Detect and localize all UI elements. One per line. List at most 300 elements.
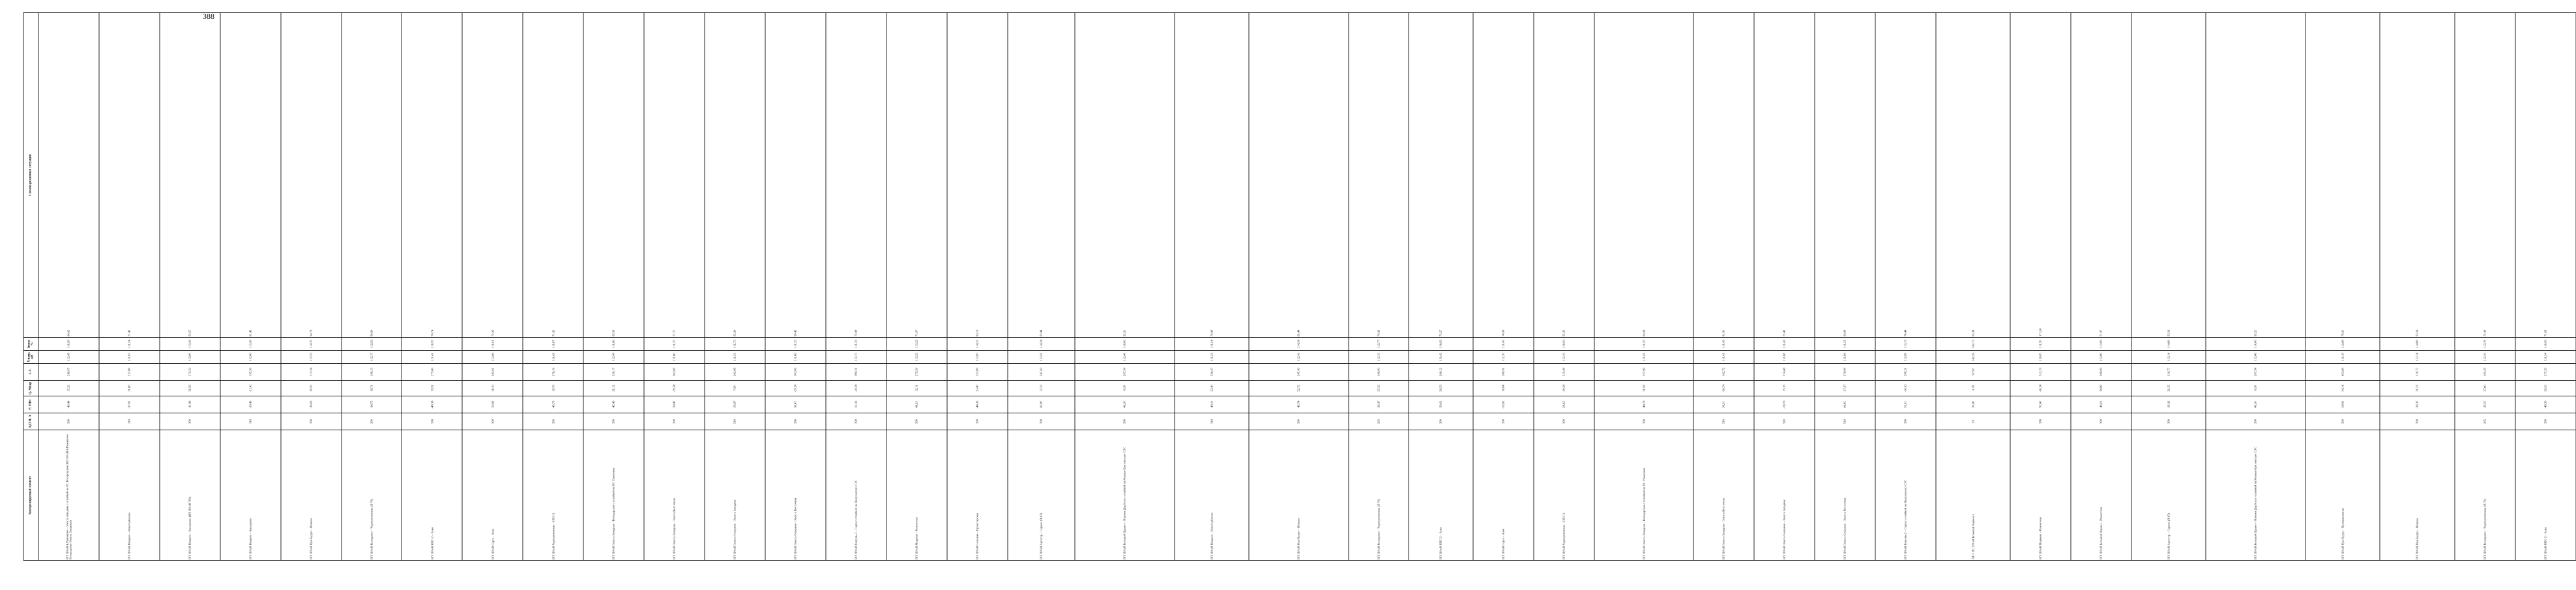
table-row <box>1249 13 1348 561</box>
table-cell: 111,33 <box>826 338 886 351</box>
table-cell: -45,49 <box>38 396 99 413</box>
table-cell: 54,70 <box>281 13 342 338</box>
table-cell: -50,47 <box>644 396 705 413</box>
table-cell: 112,92 <box>342 338 402 351</box>
table-cell: 111,19 <box>2305 351 2380 364</box>
table-cell: 249,67 <box>38 364 99 381</box>
table-cell: -28,74 <box>1693 381 1754 396</box>
table-row <box>523 13 583 561</box>
table-cell: 196,93 <box>1349 364 1409 381</box>
table-cell: 111,25 <box>1594 338 1693 351</box>
table-cell: 7,58 <box>705 381 765 396</box>
table-cell: 71,09 <box>2515 13 2576 338</box>
table-cell: -29,50 <box>644 381 705 396</box>
table-cell: 111,87 <box>523 338 583 351</box>
table-cell: 390 <box>160 413 220 430</box>
table-cell: ВЛ 110 кВ Нуж-Бурун – Южная <box>2380 430 2455 561</box>
table-cell: 112,41 <box>1008 351 1076 364</box>
table-cell: -26,45 <box>220 396 281 413</box>
table-cell: 63,44 <box>1008 13 1076 338</box>
table-cell: 390 <box>2010 413 2071 430</box>
table-cell: ВЛ 110 кВ Электа Северная – Электа Западная <box>1754 430 1815 561</box>
table-cell: 110,63 <box>1534 338 1594 351</box>
table-cell: 111,41 <box>402 351 462 364</box>
table-cell: 113,38 <box>160 338 220 351</box>
table-cell: 278,18 <box>523 364 583 381</box>
table-cell: ВЛ 110 кВ Якшунь-2 – Сарга с отпайкой на Якшуньскую СЭС <box>1875 430 1936 561</box>
table-cell: -70,70 <box>1754 396 1815 413</box>
table-cell: 65,38 <box>1936 13 2011 338</box>
table-cell: 18,64 <box>1473 381 1534 396</box>
table-cell: 216,77 <box>2380 364 2455 381</box>
table-cell: 207,54 <box>1075 364 1174 381</box>
table-cell: 63,44 <box>1249 13 1348 338</box>
table-cell: 303,06 <box>644 364 705 381</box>
table-cell: 64,02 <box>38 13 99 338</box>
table-cell: 213,34 <box>281 364 342 381</box>
table-cell: 111,73 <box>705 338 765 351</box>
table-cell: 65,10 <box>947 13 1008 338</box>
table-cell: 111,43 <box>1754 338 1815 351</box>
table-row <box>1008 13 1076 561</box>
table-cell: -1,70 <box>1936 381 2011 396</box>
table-cell: 275,86 <box>402 364 462 381</box>
table-cell: 71,41 <box>99 13 160 338</box>
table-cell: 112,14 <box>2131 351 2206 364</box>
table-cell: -18,59 <box>826 381 886 396</box>
table-cell: 247,43 <box>1249 364 1348 381</box>
table-cell: 390 <box>1075 413 1174 430</box>
table-cell: 510 <box>1754 413 1815 430</box>
table-cell: -36,03 <box>281 396 342 413</box>
table-cell: 61,42 <box>220 13 281 338</box>
table-cell: ВЛ 110 кВ Большой Царьон – Ремонтная <box>2071 430 2131 561</box>
table-cell: 111,80 <box>644 351 705 364</box>
table-cell: 77,71 <box>644 13 705 338</box>
table-row <box>1409 13 1472 561</box>
table-row <box>826 13 886 561</box>
table-cell: 55,58 <box>2131 13 2206 338</box>
table-cell: 112,52 <box>281 351 342 364</box>
table-cell: 112,49 <box>583 351 644 364</box>
table-cell: 513,19 <box>2010 364 2071 381</box>
table-cell: 151 <box>1936 413 2011 430</box>
table-cell: 19,76 <box>523 381 583 396</box>
table-cell: 277,29 <box>2515 364 2576 381</box>
table-cell: -18,63 <box>1875 381 1936 396</box>
table-cell: 52,91 <box>1875 396 1936 413</box>
table-cell: 238,47 <box>1175 364 1250 381</box>
table-cell: 114,37 <box>947 338 1008 351</box>
table-row <box>2071 13 2131 561</box>
table-cell: 111,54 <box>99 338 160 351</box>
table-cell: 111,23 <box>1175 351 1250 364</box>
table-cell: 112,10 <box>2455 351 2515 364</box>
table-cell: 265 <box>2455 413 2515 430</box>
table-cell: 111,43 <box>1594 351 1693 364</box>
table-cell: 20,53 <box>1409 381 1472 396</box>
table-cell: 390 <box>1409 413 1472 430</box>
table-row <box>1175 13 1250 561</box>
table-cell: -21,41 <box>220 381 281 396</box>
table-cell: 403,89 <box>2305 364 2380 381</box>
table-cell: 19,91 <box>402 381 462 396</box>
table-cell: 111,42 <box>1473 338 1534 351</box>
table-cell: 70,74 <box>402 13 462 338</box>
table-cell: 114,09 <box>2131 338 2206 351</box>
table-cell: 113,69 <box>2071 338 2131 351</box>
table-cell: 110,63 <box>2515 338 2576 351</box>
table-cell: ВЛ 110 кВ Сельская – Пролетарская <box>947 430 1008 561</box>
table-cell: 113,17 <box>1875 338 1936 351</box>
table-cell: 27,00 <box>2455 381 2515 396</box>
table-row <box>886 13 947 561</box>
table-cell: 112,41 <box>1249 351 1348 364</box>
table-cell: 216,77 <box>2131 364 2206 381</box>
table-row <box>1875 13 1936 561</box>
table-cell: 182,72 <box>1693 364 1754 381</box>
table-row <box>1815 13 1875 561</box>
table-cell: 172,22 <box>160 364 220 381</box>
table-cell: ВЛ 110 кВ Б.Рыжиково – Электа Западная с отпайкой на ПС Богородская (ВЛ 110 кВ Б.Рыжиково-Богородская-Электа Западная) <box>38 430 99 561</box>
table-cell: 111,08 <box>1815 351 1875 364</box>
data-table <box>23 12 2576 561</box>
table-cell: 390 <box>1875 413 1936 430</box>
table-cell: 23,40 <box>947 381 1008 396</box>
table-cell: 112,48 <box>2206 351 2305 364</box>
table-cell: 21,23 <box>2380 381 2455 396</box>
table-row <box>220 13 281 561</box>
table-cell: 18,10 <box>462 381 523 396</box>
table-cell: 215,48 <box>1534 364 1594 381</box>
table-cell: -49,50 <box>2515 396 2576 413</box>
table-cell: 22,72 <box>1249 381 1348 396</box>
table-cell: 247,43 <box>1008 364 1076 381</box>
table-cell: 111,50 <box>2010 338 2071 351</box>
table-cell: 72,26 <box>462 13 523 338</box>
table-cell: 112,17 <box>342 351 402 364</box>
table-cell: 390 <box>402 413 462 430</box>
table-cell: ВЛ 110 кВ Арситур – Сарыск (Л-87) <box>1008 430 1076 561</box>
table-cell: 256,17 <box>583 364 644 381</box>
table-cell: 318 <box>99 413 160 430</box>
table-cell: -30,38 <box>2010 381 2071 396</box>
table-cell: -49,38 <box>402 396 462 413</box>
table-cell: 110,05 <box>2010 351 2071 364</box>
table-cell: 290,31 <box>826 364 886 381</box>
table-cell: ВЛ 110 кВ Черноречинская – НПС-2 <box>523 430 583 561</box>
table-cell: ВЛ 110 кВ Электа Северная – Электа Восточная <box>765 430 826 561</box>
table-cell: ВЛ 110 кВ НПС-2 – Азия <box>402 430 462 561</box>
table-cell: 72,28 <box>2455 13 2515 338</box>
table-cell: 21,58 <box>1594 381 1693 396</box>
table-cell: 21,25 <box>2131 381 2206 396</box>
table-cell: 26,56 <box>281 381 342 396</box>
table-cell: ВЛ 110 кВ Нуж-Бурун – Южная <box>1249 430 1348 561</box>
table-cell: 111,34 <box>2515 351 2576 364</box>
table-cell: 112,48 <box>1075 351 1174 364</box>
table-cell: 43,89 <box>1008 396 1076 413</box>
table-cell: 74,99 <box>1175 13 1250 338</box>
table-row <box>1754 13 1815 561</box>
table-cell: 207,54 <box>2206 364 2305 381</box>
table-row <box>2131 13 2206 561</box>
table-row <box>1693 13 1754 561</box>
table-row <box>1473 13 1534 561</box>
table-cell: -42,74 <box>1249 396 1348 413</box>
table-cell: 390 <box>2305 413 2380 430</box>
table-cell: 59,42 <box>765 13 826 338</box>
table-row <box>765 13 826 561</box>
table-cell: 390 <box>1249 413 1348 430</box>
table-cell: 20,26 <box>2515 381 2576 396</box>
table-cell: ВЛ 110 кВ Ивацево – Новогорбатова <box>1175 430 1250 561</box>
table-cell: 390 <box>583 413 644 430</box>
table-cell: ВЛ 110 кВ Марьино – Ремонтная <box>2010 430 2071 561</box>
table-cell: -50,61 <box>1409 396 1472 413</box>
table-cell: -29,26 <box>1534 381 1594 396</box>
table-cell: 55,58 <box>2380 13 2455 338</box>
table-cell: ВЛ 110 кВ Большой Царьон – Нижнее Дарбуха с отпайкой на Мамаев-Бритинскую СЭС <box>1075 430 1174 561</box>
table-cell: ВЛ 110 кВ Марьино – Ремонтная <box>886 430 947 561</box>
table-cell: 73,43 <box>1754 13 1815 338</box>
table-cell: 71,97 <box>2071 13 2131 338</box>
table-cell: 191,55 <box>2455 364 2515 381</box>
table-cell: 257,96 <box>1594 364 1693 381</box>
table-row <box>402 13 462 561</box>
table-cell: -53,91 <box>1473 396 1534 413</box>
table-row <box>705 13 765 561</box>
table-cell: 114,76 <box>281 338 342 351</box>
table-cell: 55,25 <box>1534 13 1594 338</box>
column-header: Q, Мвар <box>23 381 38 396</box>
table-cell: 50,47 <box>765 396 826 413</box>
table-cell: 113,22 <box>886 338 947 351</box>
table-cell: 55,29 <box>705 13 765 338</box>
table-cell: 112,17 <box>826 351 886 364</box>
table-cell: 113,38 <box>220 338 281 351</box>
table-cell: 116,97 <box>402 338 462 351</box>
table-cell: 111,54 <box>1175 338 1250 351</box>
table-cell: 390 <box>2131 413 2206 430</box>
table-cell: 74,08 <box>1473 13 1534 338</box>
table-row <box>99 13 160 561</box>
table-cell: ВЛ 110 кВ Электа Северная – Электа Восточная <box>1815 430 1875 561</box>
table-cell: 116,06 <box>2206 338 2305 351</box>
table-cell: 28,89 <box>2071 381 2131 396</box>
table-cell: ВЛ 110 кВ Ивацево – Бакшаково (ВЛ 110 кВ 783) <box>160 430 220 561</box>
table-cell: 112,08 <box>462 351 523 364</box>
table-cell: 111,08 <box>583 338 644 351</box>
table-cell: 112,86 <box>220 351 281 364</box>
table-cell: -69,91 <box>2305 396 2380 413</box>
table-cell: ВЛ 110 кВ Ивацево – Новогорбатова <box>99 430 160 561</box>
table-cell: 71,07 <box>886 13 947 338</box>
table-cell: 510 <box>705 413 765 430</box>
table-cell: 66,04 <box>1594 13 1693 338</box>
table-cell: 74,32 <box>1349 13 1409 338</box>
table-cell: 54,89 <box>1815 13 1875 338</box>
table-cell: 374,48 <box>1754 364 1815 381</box>
table-cell: ВЛ 110 кВ Электа Западная – Электа Восточная <box>1693 430 1754 561</box>
table-row <box>644 13 705 561</box>
column-header: Uнагр, кВ <box>23 351 38 364</box>
table-cell: -26,37 <box>1349 396 1409 413</box>
table-cell: 281,98 <box>705 364 765 381</box>
table-cell: 281,81 <box>462 364 523 381</box>
table-cell: 116,06 <box>1075 338 1174 351</box>
table-row <box>281 13 342 561</box>
table-cell: 390 <box>2206 413 2305 430</box>
table-row <box>2010 13 2071 561</box>
table-row <box>2515 13 2576 561</box>
table-cell: 21,12 <box>583 381 644 396</box>
table-cell: 111,33 <box>705 351 765 364</box>
table-row <box>583 13 644 561</box>
table-cell: 278,96 <box>1815 364 1875 381</box>
table-cell: 65,58 <box>583 13 644 338</box>
column-header: АДТН, А <box>23 413 38 430</box>
table-cell: 111,43 <box>523 351 583 364</box>
table-cell: -36,37 <box>2380 396 2455 413</box>
table-cell: АТ-2 ПС 220 кВ Большой Царьон-1 <box>1936 430 2011 561</box>
table-cell: -27,67 <box>1815 381 1875 396</box>
table-cell: -45,73 <box>523 396 583 413</box>
table-cell: 27,32 <box>1349 381 1409 396</box>
table-cell: 112,09 <box>1875 351 1936 364</box>
table-cell: 18,71 <box>342 381 402 396</box>
table-row <box>342 13 402 561</box>
table-cell: 30,31 <box>1693 396 1754 413</box>
table-cell: -44,79 <box>1594 396 1693 413</box>
table-cell: 97,93 <box>1936 364 2011 381</box>
table-cell: 275,20 <box>886 364 947 381</box>
table-cell: ВЛ 110 кВ Электа Западная – Володарская с отпайкой на ПС Ульяновка <box>1594 430 1693 561</box>
table-header <box>23 13 38 561</box>
table-cell: -9,36 <box>2206 381 2305 396</box>
table-cell: 111,43 <box>1693 338 1754 351</box>
table-cell: 198,13 <box>342 364 402 381</box>
table-cell: 195,30 <box>220 364 281 381</box>
table-cell: 390 <box>826 413 886 430</box>
table-cell: 112,15 <box>1349 351 1409 364</box>
table-cell: 40,18 <box>1075 396 1174 413</box>
table-cell: ВЛ 110 кВ Большой Царьон – Нижнее Дарбуха с отпайкой на Мамаев-Бритинскую СЭС <box>2206 430 2305 561</box>
table-cell: 390 <box>1534 413 1594 430</box>
table-cell: 53,21 <box>2206 13 2305 338</box>
table-container <box>23 13 2547 561</box>
table-cell: 21,59 <box>160 381 220 396</box>
table-cell: ВЛ 110 кВ Черноречинская – НПС-2 <box>1534 430 1594 561</box>
table-cell: 111,35 <box>765 338 826 351</box>
page-number: 388 <box>203 12 214 21</box>
table-cell: 46,45 <box>1815 396 1875 413</box>
table-cell: 113,22 <box>886 351 947 364</box>
table-cell: 112,14 <box>2380 351 2455 364</box>
table-cell: -31,88 <box>160 396 220 413</box>
table-cell: 242,77 <box>1936 338 2011 351</box>
table-cell: 114,24 <box>1008 338 1076 351</box>
table-row <box>1594 13 1693 561</box>
table-cell: 288,91 <box>1473 364 1534 381</box>
table-cell: 390 <box>1008 413 1076 430</box>
table-cell: 265 <box>1349 413 1409 430</box>
table-cell: 318 <box>1175 413 1250 430</box>
table-cell: ВЛ 110 кВ Электа Западная – Володарская с отпайкой на ПС Ульяновка <box>583 430 644 561</box>
table-cell: 61,91 <box>1693 13 1754 338</box>
table-cell: 114,09 <box>2380 338 2455 351</box>
table-row <box>2455 13 2515 561</box>
table-cell: 112,10 <box>1473 351 1534 364</box>
table-cell: 253,89 <box>947 364 1008 381</box>
table-row <box>1936 13 2011 561</box>
table-cell: 171,06 <box>2010 13 2071 338</box>
table-cell: 111,99 <box>38 338 99 351</box>
table-cell: 510 <box>1815 413 1875 430</box>
header-row <box>23 13 38 561</box>
table-cell: ВЛ 110 кВ НПС-2 – Азия <box>2515 430 2576 561</box>
table-cell: 17,22 <box>38 381 99 396</box>
table-cell: 390 <box>1473 413 1534 430</box>
table-cell: 111,42 <box>1409 351 1472 364</box>
table-cell: 15,78 <box>1754 381 1815 396</box>
table-row <box>160 13 220 561</box>
column-header: Iнагр, % <box>23 338 38 351</box>
table-row <box>1349 13 1409 561</box>
table-cell: 390 <box>765 413 826 430</box>
table-cell: 28,82 <box>1534 396 1594 413</box>
table-row <box>2305 13 2380 561</box>
table-cell: 390 <box>462 413 523 430</box>
table-cell: -37,81 <box>99 396 160 413</box>
table-cell: 111,80 <box>765 351 826 364</box>
column-header: P, МВт <box>23 396 38 413</box>
table-cell: 227,08 <box>99 364 160 381</box>
table-cell: 290,31 <box>1875 364 1936 381</box>
table-row <box>1075 13 1174 561</box>
table-cell: ВЛ 110 кВ Колодкино – Черноречинская (Л-76) <box>2455 430 2515 561</box>
table-cell: 242,56 <box>1936 351 2011 364</box>
table-cell: 390 <box>947 413 1008 430</box>
table-cell: 21,86 <box>99 381 160 396</box>
table-cell: ВЛ 110 кВ Сарга – Азия <box>462 430 523 561</box>
table-cell: 390 <box>38 413 99 430</box>
table-cell: 34,14 <box>2305 381 2380 396</box>
table-cell: 111,35 <box>644 338 705 351</box>
table-cell: -34,75 <box>342 396 402 413</box>
table-cell: 71,33 <box>523 13 583 338</box>
table-cell: 318 <box>220 413 281 430</box>
table-cell: -25,57 <box>2455 396 2515 413</box>
table-cell: 390 <box>2071 413 2131 430</box>
table-cell: ВЛ 110 кВ НПС-2 – Азия <box>1409 430 1472 561</box>
table-cell: 390 <box>1594 413 1693 430</box>
table-cell: 111,31 <box>1815 338 1875 351</box>
table-cell: ВЛ 110 кВ Нуж-Бурун – Южная <box>281 430 342 561</box>
table-cell: 112,78 <box>2455 338 2515 351</box>
table-cell: 390 <box>523 413 583 430</box>
table-cell: 53,57 <box>160 13 220 338</box>
table-cell: 390 <box>644 413 705 430</box>
table-cell: 50,80 <box>342 13 402 338</box>
table-cell: 390 <box>342 413 402 430</box>
table-cell: ВЛ 110 кВ Электа Западная – Электа Восточная <box>644 430 705 561</box>
table-cell: ВЛ 110 кВ Колодкино – Черноречинская (Л-76) <box>1349 430 1409 561</box>
table-cell: 112,49 <box>38 351 99 364</box>
column-header: I, А <box>23 364 38 381</box>
table-cell: 114,24 <box>1249 338 1348 351</box>
table-cell: 39,00 <box>1936 396 2011 413</box>
